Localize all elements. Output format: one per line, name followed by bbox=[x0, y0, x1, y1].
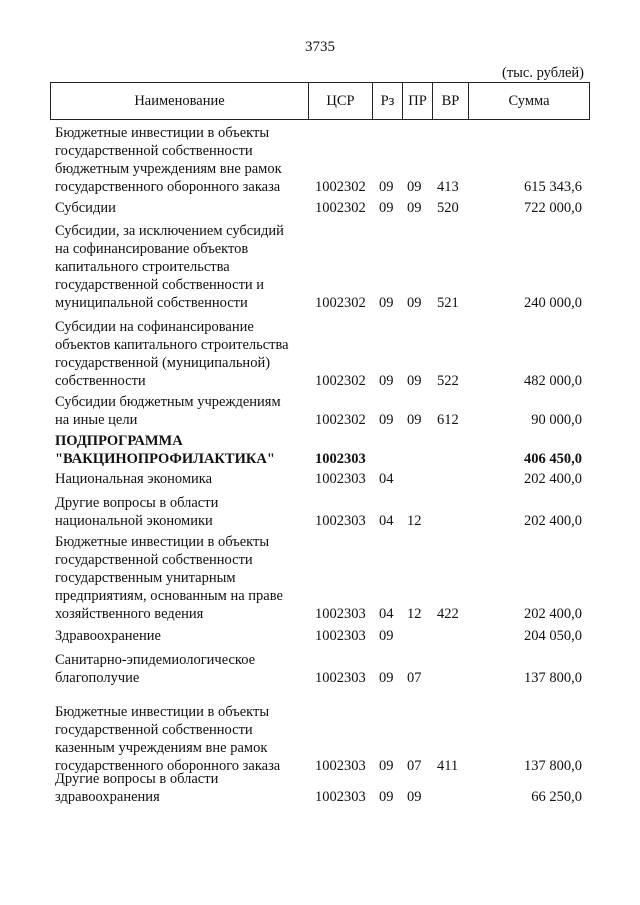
row-pr: 09 bbox=[407, 179, 422, 195]
row-name: Субсидии на софинансирование объектов капитального строительства государственной (муниципальной) собственности bbox=[55, 319, 289, 389]
row-name: Другие вопросы в области здравоохранения bbox=[55, 771, 219, 805]
row-rz: 09 bbox=[379, 295, 394, 311]
row-vr: 422 bbox=[437, 606, 459, 622]
page-number: 3735 bbox=[305, 39, 335, 55]
row-pr: 09 bbox=[407, 200, 422, 216]
table-row bbox=[55, 494, 590, 530]
row-vr: 411 bbox=[437, 758, 459, 774]
row-csr: 1002303 bbox=[315, 606, 366, 622]
row-name: ПОДПРОГРАММА "ВАКЦИНОПРОФИЛАКТИКА" bbox=[55, 433, 275, 467]
row-sum: 202 400,0 bbox=[524, 606, 582, 622]
row-name: Национальная экономика bbox=[55, 471, 213, 487]
table-row bbox=[55, 651, 590, 687]
row-vr: 413 bbox=[437, 179, 459, 195]
table-header bbox=[50, 82, 590, 120]
row-pr: 09 bbox=[407, 373, 422, 389]
row-sum: 137 800,0 bbox=[524, 670, 582, 686]
row-pr: 09 bbox=[407, 789, 422, 805]
row-name: Бюджетные инвестиции в объекты государственной собственности казенным учреждениям вне рамок государственного оборонного заказа bbox=[55, 704, 281, 774]
row-rz: 09 bbox=[379, 628, 394, 644]
table-row bbox=[55, 222, 590, 312]
row-pr: 09 bbox=[407, 295, 422, 311]
row-pr: 09 bbox=[407, 412, 422, 428]
row-sum: 482 000,0 bbox=[524, 373, 582, 389]
row-csr: 1002302 bbox=[315, 200, 366, 216]
row-sum: 240 000,0 bbox=[524, 295, 582, 311]
row-sum: 90 000,0 bbox=[531, 412, 582, 428]
table-row bbox=[55, 318, 590, 390]
row-rz: 09 bbox=[379, 179, 394, 195]
row-sum: 722 000,0 bbox=[524, 200, 582, 216]
table-row bbox=[55, 199, 590, 217]
row-name: Бюджетные инвестиции в объекты государственной собственности бюджетным учреждениям вне рамок государственного оборонного заказа bbox=[55, 125, 282, 195]
header-csr: ЦСР bbox=[308, 83, 372, 119]
row-csr: 1002303 bbox=[315, 513, 366, 529]
row-name: Здравоохранение bbox=[55, 628, 161, 644]
row-csr: 1002303 bbox=[315, 789, 366, 805]
row-csr: 1002302 bbox=[315, 295, 366, 311]
row-pr: 07 bbox=[407, 670, 422, 686]
table-row bbox=[55, 124, 590, 196]
header-pr: ПР bbox=[402, 83, 432, 119]
row-csr: 1002303 bbox=[315, 758, 366, 774]
table-row bbox=[55, 393, 590, 429]
row-rz: 09 bbox=[379, 412, 394, 428]
row-sum: 202 400,0 bbox=[524, 471, 582, 487]
row-csr: 1002303 bbox=[315, 670, 366, 686]
row-rz: 09 bbox=[379, 758, 394, 774]
row-sum: 66 250,0 bbox=[531, 789, 582, 805]
row-pr: 12 bbox=[407, 513, 422, 529]
row-vr: 521 bbox=[437, 295, 459, 311]
row-pr: 12 bbox=[407, 606, 422, 622]
header-rz: Рз bbox=[372, 83, 402, 119]
row-vr: 612 bbox=[437, 412, 459, 428]
table-row bbox=[55, 703, 590, 775]
row-name: Субсидии bbox=[55, 200, 116, 216]
row-csr: 1002303 bbox=[315, 471, 366, 487]
row-rz: 04 bbox=[379, 606, 394, 622]
row-csr: 1002302 bbox=[315, 412, 366, 428]
row-pr: 07 bbox=[407, 758, 422, 774]
table-row bbox=[55, 432, 590, 468]
table-row bbox=[55, 627, 590, 645]
row-name: Субсидии бюджетным учреждениям на иные цели bbox=[55, 394, 281, 428]
row-sum: 406 450,0 bbox=[524, 451, 582, 467]
row-rz: 04 bbox=[379, 471, 394, 487]
table-row bbox=[55, 770, 590, 806]
row-sum: 137 800,0 bbox=[524, 758, 582, 774]
header-sum: Сумма bbox=[468, 83, 590, 119]
row-vr: 520 bbox=[437, 200, 459, 216]
row-rz: 09 bbox=[379, 670, 394, 686]
units-label: (тыс. рублей) bbox=[502, 65, 584, 81]
row-rz: 09 bbox=[379, 789, 394, 805]
row-sum: 204 050,0 bbox=[524, 628, 582, 644]
row-vr: 522 bbox=[437, 373, 459, 389]
row-csr: 1002302 bbox=[315, 179, 366, 195]
row-sum: 615 343,6 bbox=[524, 179, 582, 195]
table-row bbox=[55, 533, 590, 623]
row-name: Другие вопросы в области национальной экономики bbox=[55, 495, 219, 529]
header-name: Наименование bbox=[50, 83, 308, 119]
row-rz: 09 bbox=[379, 373, 394, 389]
row-name: Бюджетные инвестиции в объекты государственной собственности государственным унитарным предприятиям, основанным на праве хозяйственного ведения bbox=[55, 534, 283, 622]
header-vr: ВР bbox=[432, 83, 468, 119]
row-csr: 1002303 bbox=[315, 628, 366, 644]
row-csr: 1002303 bbox=[315, 451, 366, 467]
row-name: Санитарно-эпидемиологическое благополучие bbox=[55, 652, 256, 686]
row-rz: 04 bbox=[379, 513, 394, 529]
row-name: Субсидии, за исключением субсидий на софинансирование объектов капитального строительства государственной собственности и муниципальной собственности bbox=[55, 223, 284, 311]
row-rz: 09 bbox=[379, 200, 394, 216]
row-sum: 202 400,0 bbox=[524, 513, 582, 529]
table-row bbox=[55, 470, 590, 488]
row-csr: 1002302 bbox=[315, 373, 366, 389]
